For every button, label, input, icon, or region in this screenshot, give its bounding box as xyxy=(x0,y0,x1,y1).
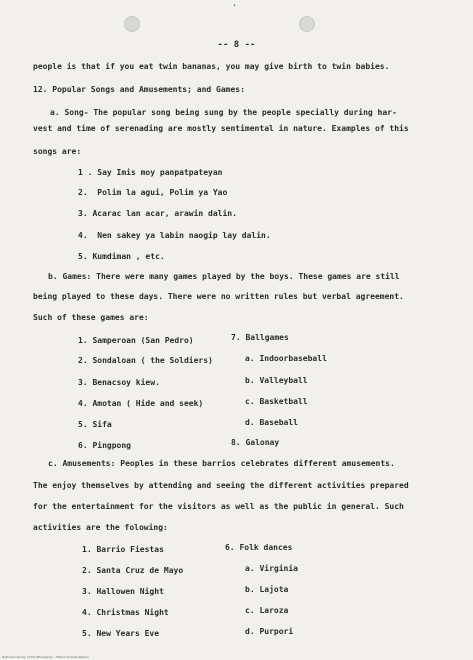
text-line: people is that if you eat twin bananas, you may give birth to twin babies. xyxy=(33,62,390,71)
section-heading: 12. Popular Songs and Amusements; and Games: xyxy=(33,85,245,94)
text-line: Such of these games are: xyxy=(33,313,149,322)
punch-hole-right xyxy=(299,16,315,32)
song-item: 5. Kumdiman , etc. xyxy=(78,252,165,261)
game-item: 8. Galonay xyxy=(231,438,280,447)
amusement-item: 6. Folk dances xyxy=(225,543,293,552)
amusement-item: 2. Santa Cruz de Mayo xyxy=(82,566,184,575)
game-item: 2. Sondaloan ( the Soldiers) xyxy=(78,356,213,365)
game-subitem: d. Baseball xyxy=(245,418,298,427)
amusement-item: 5. New Years Eve xyxy=(82,629,160,638)
game-subitem: b. Valleyball xyxy=(245,376,308,385)
game-item: 1. Samperoan (San Pedro) xyxy=(78,336,194,345)
punch-hole-left xyxy=(124,16,140,32)
amusement-item: 3. Hallowen Night xyxy=(82,587,164,596)
text-line: b. Games: There were many games played by the boys. These games are still xyxy=(48,272,400,281)
game-item: 5. Sifa xyxy=(78,420,112,429)
amusement-item: 4. Christmas Night xyxy=(82,608,169,617)
song-item: 3. Acarac lan acar, arawin dalin. xyxy=(78,209,237,218)
text-line: activities are the folowing: xyxy=(33,523,168,532)
song-item: 4. Nen sakey ya labin naogip lay dalin. xyxy=(78,231,271,240)
text-line: a. Song- The popular song being sung by the people specially during har- xyxy=(50,108,397,117)
text-line: The enjoy themselves by attending and seeing the different activities prepared xyxy=(33,481,409,490)
amusement-item: 1. Barrio Fiestas xyxy=(82,545,164,554)
song-item: 1 . Say Imis moy panpatpateyan xyxy=(78,168,223,177)
archive-footer: National Library of the Philippines · Historical Data Papers xyxy=(2,655,89,659)
game-subitem: c. Basketball xyxy=(245,397,308,406)
text-line: for the entertainment for the visitors as well as the public in general. Such xyxy=(33,502,404,511)
text-line: vest and time of serenading are mostly sentimental in nature. Examples of this xyxy=(33,124,409,133)
amusement-subitem: d. Purpori xyxy=(245,627,294,636)
game-item: 7. Ballgames xyxy=(231,333,289,342)
amusement-subitem: a. Virginia xyxy=(245,564,298,573)
amusement-subitem: b. Lajota xyxy=(245,585,289,594)
game-item: 6. Pingpong xyxy=(78,441,131,450)
song-item: 2. Polim la agui, Polim ya Yao xyxy=(78,188,228,197)
game-item: 4. Amotan ( Hide and seek) xyxy=(78,399,204,408)
page-mark: • xyxy=(233,3,237,9)
text-line: songs are: xyxy=(33,147,82,156)
game-item: 3. Benacsoy kiew. xyxy=(78,378,160,387)
page-number: -- 8 -- xyxy=(217,40,256,50)
text-line: being played to these days. There were no written rules but verbal agreement. xyxy=(33,292,404,301)
game-subitem: a. Indoorbaseball xyxy=(245,354,327,363)
amusement-subitem: c. Laroza xyxy=(245,606,289,615)
text-line: c. Amusements: Peoples in these barrios celebrates different amusements. xyxy=(48,459,395,468)
